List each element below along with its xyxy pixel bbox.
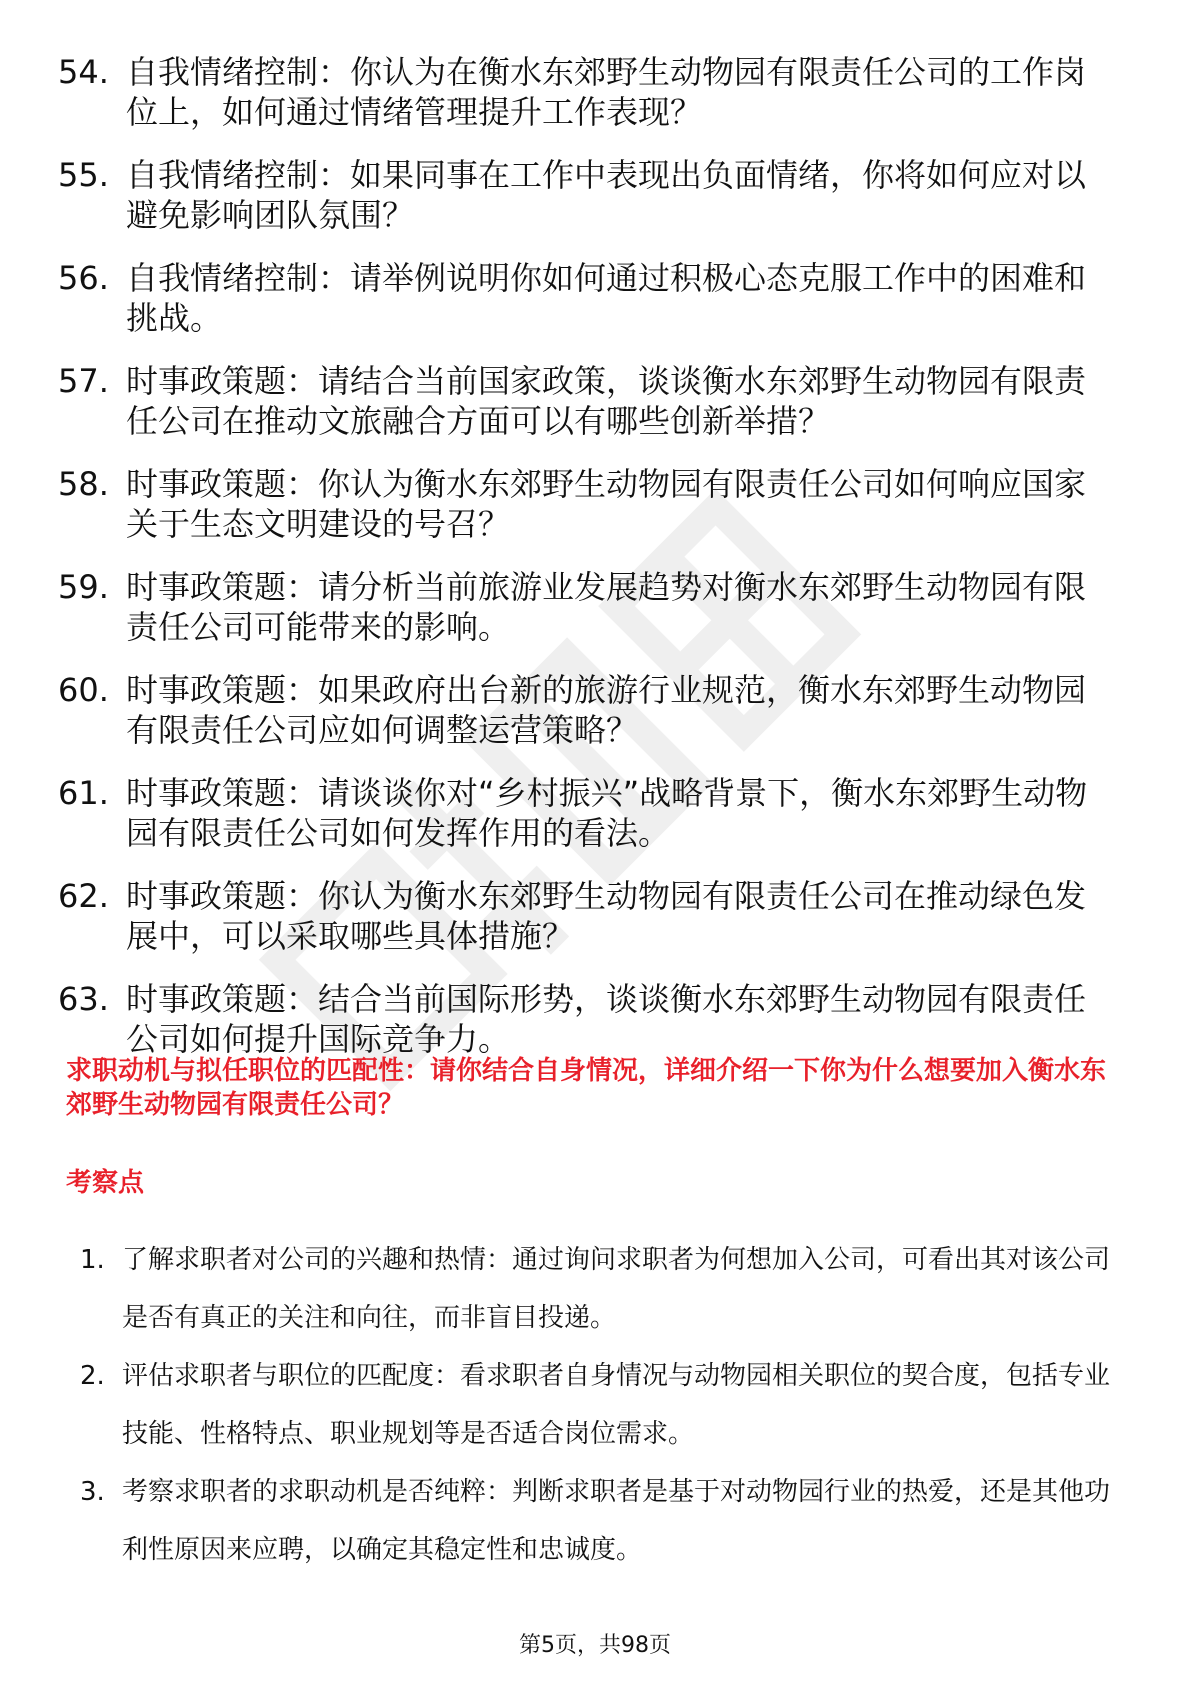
point-number: 2. [80, 1361, 105, 1391]
question-number: 57. [58, 362, 109, 400]
question-text: 自我情绪控制：请举例说明你如何通过积极心态克服工作中的困难和挑战。 [126, 259, 1087, 337]
question-item [58, 52, 1108, 132]
question-item [58, 876, 1108, 956]
assessment-points-heading: 考察点 [66, 1168, 145, 1198]
point-text: 评估求职者与职位的匹配度：看求职者自身情况与动物园相关职位的契合度，包括专业技能、性格特点、职业规划等是否适合岗位需求。 [122, 1361, 1111, 1449]
point-number: 3. [80, 1477, 105, 1507]
assessment-points-list [80, 1231, 1120, 1579]
question-item [58, 773, 1108, 853]
point-text: 考察求职者的求职动机是否纯粹：判断求职者是基于对动物园行业的热爱，还是其他功利性原因来应聘，以确定其稳定性和忠诚度。 [122, 1477, 1111, 1565]
point-number: 1. [80, 1245, 105, 1275]
question-text: 时事政策题：你认为衡水东郊野生动物园有限责任公司如何响应国家关于生态文明建设的号召？ [126, 465, 1087, 543]
assessment-point [80, 1347, 1120, 1463]
question-item [58, 670, 1108, 750]
question-text: 时事政策题：请结合当前国家政策，谈谈衡水东郊野生动物园有限责任公司在推动文旅融合方面可以有哪些创新举措？ [126, 362, 1087, 440]
question-number: 62. [58, 877, 109, 915]
question-text: 时事政策题：请分析当前旅游业发展趋势对衡水东郊野生动物园有限责任公司可能带来的影响。 [126, 568, 1087, 646]
question-number: 61. [58, 774, 109, 812]
question-text: 自我情绪控制：如果同事在工作中表现出负面情绪，你将如何应对以避免影响团队氛围？ [126, 156, 1087, 234]
assessment-point [80, 1231, 1120, 1347]
question-item [58, 361, 1108, 441]
question-number: 56. [58, 259, 109, 297]
question-number: 58. [58, 465, 109, 503]
question-list [58, 52, 1108, 1082]
question-item [58, 258, 1108, 338]
question-item [58, 567, 1108, 647]
question-text: 时事政策题：结合当前国际形势，谈谈衡水东郊野生动物园有限责任公司如何提升国际竞争力。 [126, 980, 1087, 1058]
question-number: 60. [58, 671, 109, 709]
question-number: 55. [58, 156, 109, 194]
question-text: 时事政策题：请谈谈你对“乡村振兴”战略背景下，衡水东郊野生动物园有限责任公司如何发挥作用的看法。 [126, 774, 1088, 852]
question-number: 59. [58, 568, 109, 606]
question-number: 54. [58, 53, 109, 91]
question-item [58, 464, 1108, 544]
question-text: 时事政策题：如果政府出台新的旅游行业规范，衡水东郊野生动物园有限责任公司应如何调整运营策略？ [126, 671, 1087, 749]
page-number: 第5页，共98页 [519, 1633, 671, 1658]
question-text: 自我情绪控制：你认为在衡水东郊野生动物园有限责任公司的工作岗位上，如何通过情绪管理提升工作表现？ [126, 53, 1087, 131]
question-item [58, 979, 1108, 1059]
question-item [58, 155, 1108, 235]
assessment-point [80, 1463, 1120, 1579]
question-text: 时事政策题：你认为衡水东郊野生动物园有限责任公司在推动绿色发展中，可以采取哪些具体措施？ [126, 877, 1087, 955]
question-number: 63. [58, 980, 109, 1018]
section-title: 求职动机与拟任职位的匹配性：请你结合自身情况，详细介绍一下你为什么想要加入衡水东郊野生动物园有限责任公司？ [66, 1056, 1107, 1120]
point-text: 了解求职者对公司的兴趣和热情：通过询问求职者为何想加入公司，可看出其对该公司是否有真正的关注和向往，而非盲目投递。 [122, 1245, 1111, 1333]
